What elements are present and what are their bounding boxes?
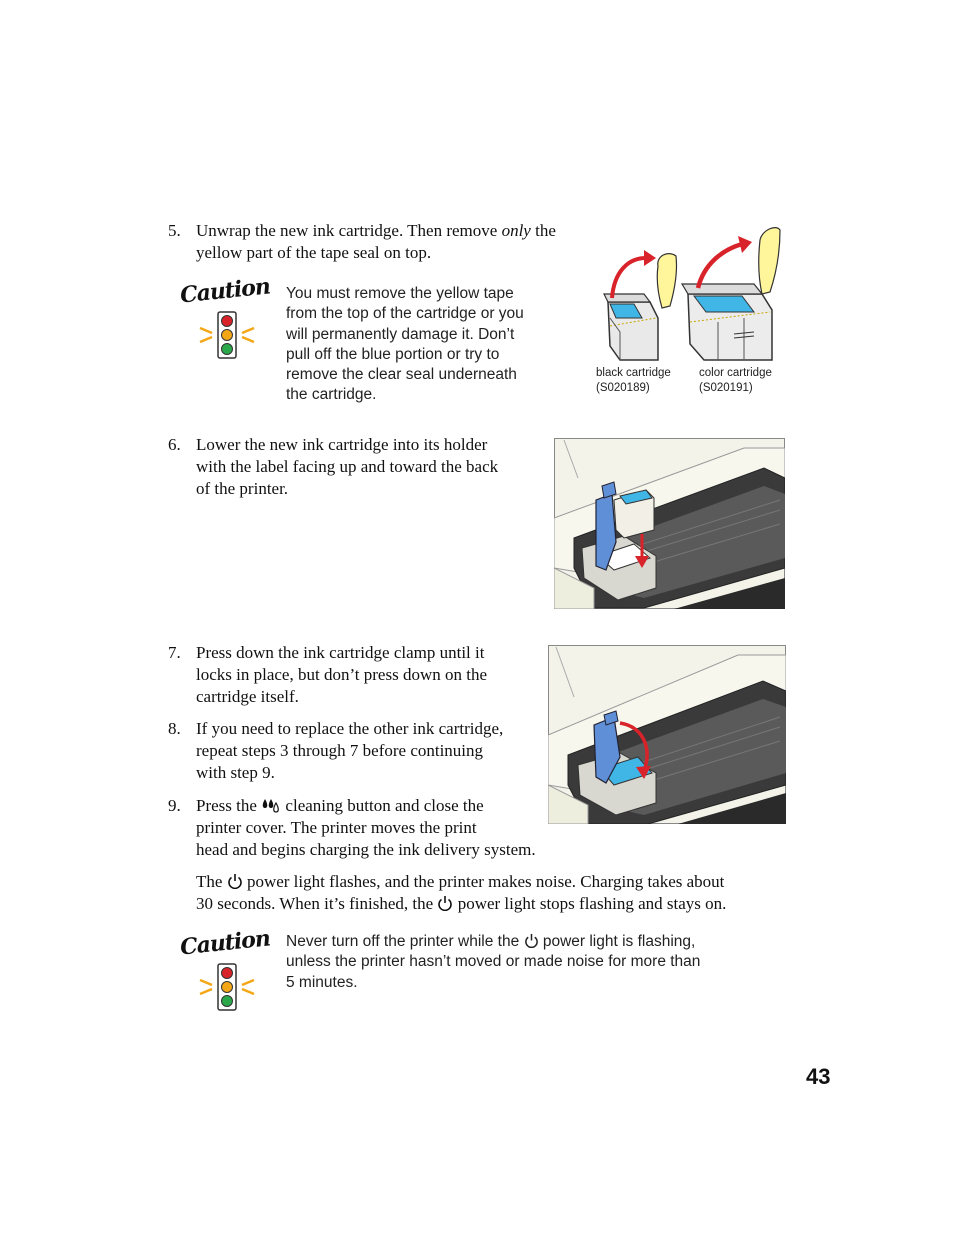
caution-logo-text: Caution	[178, 273, 272, 309]
step-8-line: If you need to replace the other ink cartridge,	[196, 719, 504, 738]
printer-clamp-illustration	[548, 645, 786, 824]
caution-2-line1-pre: Never turn off the printer while the	[286, 933, 520, 950]
color-cartridge-caption	[699, 366, 799, 396]
para-line2-post: power light stops flashing and stays on.	[457, 894, 727, 913]
step-6-line: of the printer.	[196, 479, 289, 498]
printer-insert-cartridge-illustration	[554, 438, 785, 609]
step-5-text	[196, 220, 596, 264]
black-cartridge-drawing	[604, 250, 677, 360]
traffic-light-icon	[192, 962, 264, 1012]
charging-paragraph	[196, 871, 776, 915]
caution-2-line2: unless the printer hasn’t moved or made noise for more than	[286, 953, 701, 971]
caution-1-line: from the top of the cartridge or you	[286, 305, 524, 323]
color-cartridge-drawing	[682, 228, 780, 360]
caution-1-line: the cartridge.	[286, 386, 377, 404]
step-9-line3: head and begins charging the ink delivery system.	[196, 840, 536, 859]
caution-1-line: pull off the blue portion or try to	[286, 345, 500, 363]
caution-1-line: You must remove the yellow tape	[286, 285, 514, 302]
step-9-line1-pre: Press the	[196, 796, 257, 815]
para-line1-post: power light flashes, and the printer makes noise. Charging takes about	[246, 872, 725, 891]
step-6-number: 6.	[168, 435, 181, 454]
caution-2-line3: 5 minutes.	[286, 973, 358, 991]
step-6-line: Lower the new ink cartridge into its holder	[196, 435, 488, 454]
step-9-line1-post: cleaning button and close the	[285, 796, 484, 815]
step-8-line: with step 9.	[196, 763, 275, 782]
caution-1-line: will permanently damage it. Don’t	[286, 325, 515, 343]
step-9-text	[196, 795, 576, 861]
caution-logo	[178, 925, 272, 1016]
caution-logo-text: Caution	[178, 925, 272, 961]
power-icon	[227, 873, 243, 889]
step-8-text	[196, 718, 536, 784]
color-cartridge-code: (S020191)	[699, 382, 753, 394]
step-7-line: Press down the ink cartridge clamp until it	[196, 643, 485, 662]
para-line1-pre: The	[196, 872, 223, 891]
power-icon	[437, 895, 453, 911]
step-9-line2: printer cover. The printer moves the print	[196, 818, 477, 837]
power-icon	[524, 933, 539, 948]
caution-1-line: remove the clear seal underneath	[286, 366, 517, 384]
traffic-light-icon	[192, 310, 264, 360]
step-8-number: 8.	[168, 719, 181, 738]
caution-2-line1-post: power light is flashing,	[542, 933, 696, 950]
cartridge-illustration	[594, 222, 794, 364]
cleaning-button-icon	[261, 797, 281, 813]
black-cartridge-label: black cartridge	[596, 367, 671, 379]
step-5-only-emphasis: only	[501, 221, 531, 240]
step-9-number: 9.	[168, 796, 181, 815]
step-7-line: locks in place, but don’t press down on the	[196, 665, 488, 684]
step-7-number: 7.	[168, 643, 181, 662]
step-8-line: repeat steps 3 through 7 before continuing	[196, 741, 484, 760]
black-cartridge-code: (S020189)	[596, 382, 650, 394]
step-6-text	[196, 434, 536, 500]
step-5-number: 5.	[168, 221, 181, 240]
black-cartridge-caption	[596, 366, 696, 396]
caution-2-text	[286, 932, 766, 993]
caution-1-text	[286, 284, 576, 406]
step-5-line1-pre: Unwrap the new ink cartridge. Then remove	[196, 221, 502, 240]
step-7-text	[196, 642, 536, 708]
page-number: 43	[806, 1064, 831, 1089]
step-6-line: with the label facing up and toward the back	[196, 457, 499, 476]
caution-logo	[178, 273, 272, 364]
color-cartridge-label: color cartridge	[699, 367, 772, 379]
step-7-line: cartridge itself.	[196, 687, 299, 706]
step-5-line2: yellow part of the tape seal on top.	[196, 243, 432, 262]
step-5-line1-post: the	[530, 221, 556, 240]
para-line2-pre: 30 seconds. When it’s finished, the	[196, 894, 434, 913]
